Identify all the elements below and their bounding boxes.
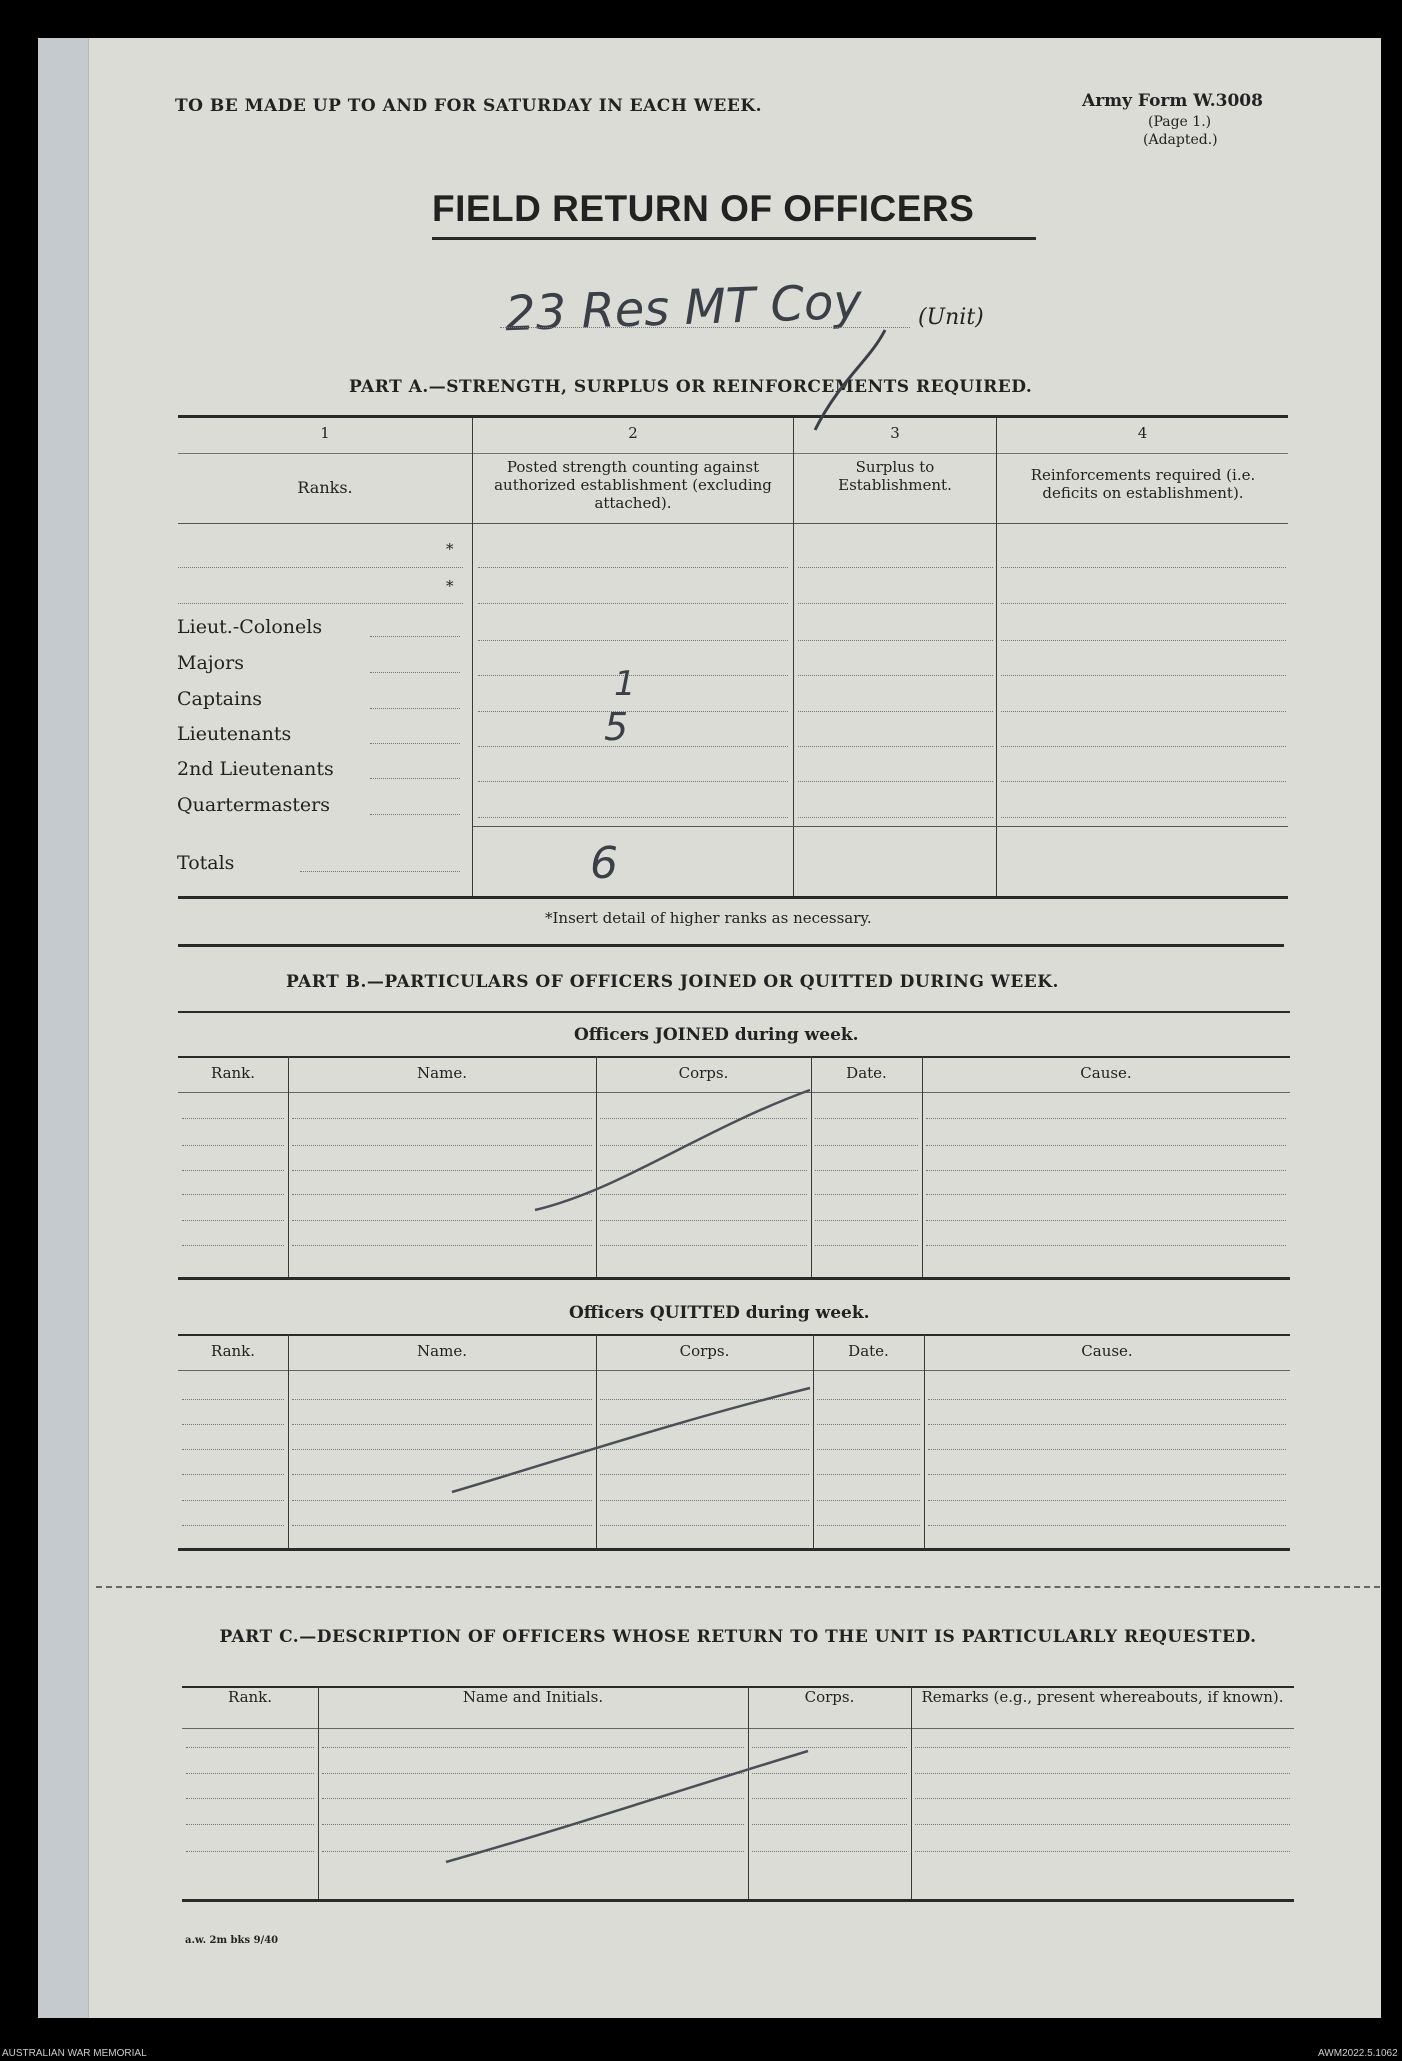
totals-value: 6 xyxy=(590,838,618,889)
rank-lieut-colonels: Lieut.-Colonels xyxy=(177,616,323,638)
table-column-header: Name and Initials. xyxy=(462,1688,604,1706)
rank-quartermasters: Quartermasters xyxy=(177,794,330,816)
part-a-heading: PART A.—STRENGTH, SURPLUS OR REINFORCEMENTS REQUIRED. xyxy=(349,377,1033,397)
col-number-2: 2 xyxy=(628,424,638,442)
page-note: (Page 1.) xyxy=(1148,114,1212,130)
pencil-strike-quitted xyxy=(452,1388,810,1492)
table-column-header: Cause. xyxy=(1080,1064,1132,1082)
weekly-instruction: TO BE MADE UP TO AND FOR SATURDAY IN EACH WEEK. xyxy=(175,96,763,116)
table-column-header: Corps. xyxy=(678,1064,729,1082)
totals-label: Totals xyxy=(177,852,235,874)
table-column-header: Date. xyxy=(846,1064,887,1082)
quitted-heading: Officers QUITTED during week. xyxy=(569,1303,870,1323)
col-header-reinforcements: Reinforcements required (i.e. deficits on establishment). xyxy=(1030,466,1256,502)
table-column-header: Remarks (e.g., present whereabouts, if known). xyxy=(921,1688,1284,1706)
col-number-3: 3 xyxy=(890,424,900,442)
unit-handwritten: 23 Res MT Coy xyxy=(504,273,863,343)
col-number-4: 4 xyxy=(1137,424,1148,442)
table-column-header: Corps. xyxy=(804,1688,855,1706)
col-number-1: 1 xyxy=(320,424,330,442)
pencil-strike-joined xyxy=(535,1090,810,1210)
adapted-note: (Adapted.) xyxy=(1143,132,1218,148)
col-header-posted-strength: Posted strength counting against authorized establishment (excluding attached). xyxy=(494,458,772,512)
part-a-footnote: *Insert detail of higher ranks as necessary. xyxy=(545,909,872,927)
pencil-strike-part-c xyxy=(446,1751,808,1862)
footer-right: AWM2022.5.1062 xyxy=(1318,2048,1398,2059)
part-b-heading: PART B.—PARTICULARS OF OFFICERS JOINED OR QUITTED DURING WEEK. xyxy=(286,972,1059,992)
footer-left: AUSTRALIAN WAR MEMORIAL xyxy=(2,2048,147,2059)
col-header-ranks: Ranks. xyxy=(297,478,353,497)
col-header-surplus: Surplus to Establishment. xyxy=(838,458,952,494)
table-column-header: Rank. xyxy=(210,1342,256,1360)
table-column-header: Rank. xyxy=(210,1064,256,1082)
pencil-unit-tail xyxy=(815,330,885,430)
unit-label: (Unit) xyxy=(918,305,984,330)
table-column-header: Cause. xyxy=(1081,1342,1133,1360)
captains-strength-value: 1 xyxy=(614,664,636,704)
table-column-header: Name. xyxy=(417,1342,467,1360)
table-column-header: Corps. xyxy=(679,1342,730,1360)
form-title: FIELD RETURN OF OFFICERS xyxy=(432,188,975,229)
asterisk-row-2: * xyxy=(446,577,454,595)
lieutenants-strength-value: 5 xyxy=(604,705,629,749)
rank-captains: Captains xyxy=(177,688,263,710)
table-column-header: Date. xyxy=(848,1342,889,1360)
table-column-header: Name. xyxy=(417,1064,467,1082)
joined-heading: Officers JOINED during week. xyxy=(574,1025,859,1045)
rank-majors: Majors xyxy=(177,652,244,674)
part-c-heading: PART C.—DESCRIPTION OF OFFICERS WHOSE RETURN TO THE UNIT IS PARTICULARLY REQUESTED. xyxy=(219,1627,1257,1647)
asterisk-row-1: * xyxy=(446,540,454,558)
rank-lieutenants: Lieutenants xyxy=(177,723,292,745)
print-code: a.w. 2m bks 9/40 xyxy=(185,1935,279,1946)
form-number: Army Form W.3008 xyxy=(1082,91,1263,111)
rank-2nd-lieutenants: 2nd Lieutenants xyxy=(177,758,334,780)
table-column-header: Rank. xyxy=(227,1688,273,1706)
